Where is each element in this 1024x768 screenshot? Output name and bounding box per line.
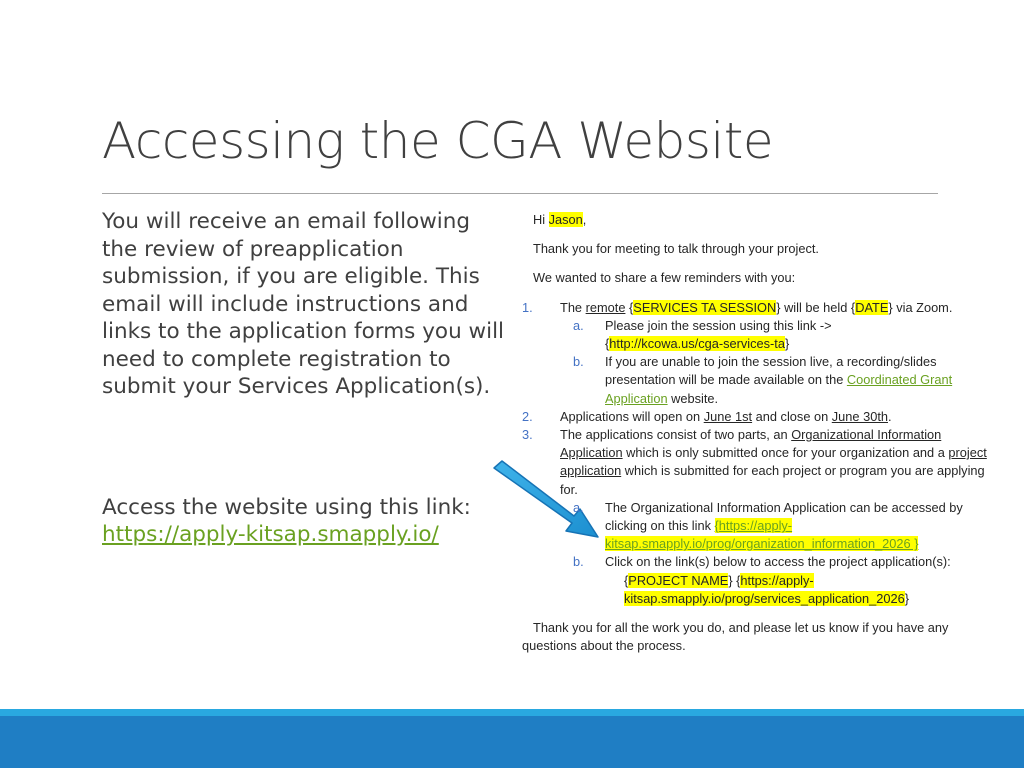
email-reminders-intro: We wanted to share a few reminders with you: xyxy=(533,270,796,286)
date-placeholder: DATE xyxy=(855,299,889,315)
footer-accent-line xyxy=(0,709,1024,716)
project-link-line: {PROJECT NAME} {https://apply-kitsap.smapply.io/prog/services_application_2026} xyxy=(624,572,910,606)
list-item-1: 1. The remote {SERVICES TA SESSION} will be held {DATE} via Zoom. xyxy=(522,299,953,315)
access-text: Access the website using this link: xyxy=(102,495,471,520)
list-item-2: 2. Applications will open on June 1st and close on June 30th. xyxy=(522,408,892,424)
project-application-link[interactable]: https://apply-kitsap.smapply.io/prog/services_application_2026 xyxy=(624,572,905,606)
org-info-link[interactable]: {https://apply-kitsap.smapply.io/prog/organization_information_2026 } xyxy=(605,518,919,552)
email-closing: Thank you for all the work you do, and please let us know if you have any questions about the process. xyxy=(522,620,949,654)
left-text-block xyxy=(102,208,512,401)
slide-title: Accessing the CGA Website xyxy=(102,112,774,170)
email-preview xyxy=(522,211,997,655)
footer-band xyxy=(0,716,1024,768)
list-item-3a: a. The Organizational Information Application can be accessed by clicking on this link {https://apply-kitsap.smapply.io/prog/organization_information_2026 } xyxy=(573,499,963,552)
email-thanks-meeting: Thank you for meeting to talk through your project. xyxy=(533,241,819,257)
instructions-paragraph: You will receive an email following the review of preapplication submission, if you are eligible. This email will include instructions and links to the application forms you will need to complete registration to submit your Services Application(s). xyxy=(102,209,505,399)
list-item-3: 3. The applications consist of two parts, an Organizational Information Application which is only submitted once for your organization and a project application which is submitted for each project or program you are applying for. xyxy=(522,427,987,497)
recipient-name: Jason xyxy=(548,212,583,227)
access-link[interactable]: https://apply-kitsap.smapply.io/ xyxy=(102,522,439,547)
cga-website-link[interactable]: Coordinated Grant Application xyxy=(605,372,953,406)
title-divider xyxy=(102,193,938,194)
list-item-1a: a. Please join the session using this link -> {http://kcowa.us/cga-services-ta} xyxy=(573,317,832,352)
project-name-placeholder: PROJECT NAME xyxy=(628,572,729,588)
access-block xyxy=(102,494,522,548)
list-item-3b: b. Click on the link(s) below to access the project application(s): xyxy=(573,554,951,570)
session-placeholder: SERVICES TA SESSION xyxy=(633,299,777,315)
list-item-1b: b. If you are unable to join the session live, a recording/slides presentation will be made available on the Coordinated Grant Application website. xyxy=(573,354,953,406)
email-greeting: Hi Jason, xyxy=(533,212,587,227)
session-link[interactable]: http://kcowa.us/cga-services-ta xyxy=(609,336,785,352)
